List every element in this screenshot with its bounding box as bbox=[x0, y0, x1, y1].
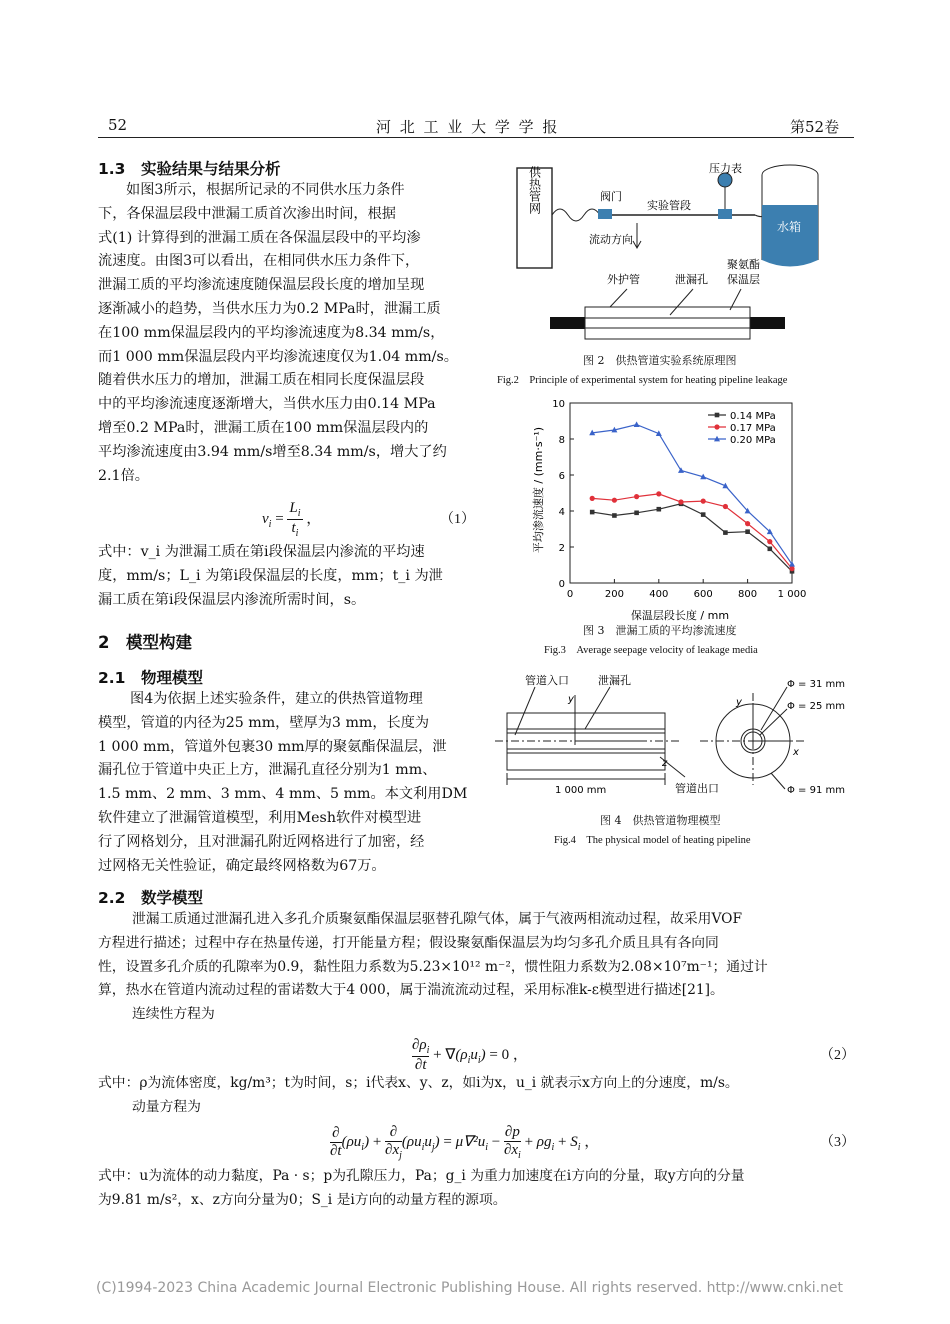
x-tick-label: 200 bbox=[604, 589, 624, 600]
d31-label: Φ = 31 mm bbox=[787, 679, 845, 690]
figure-4-diagram bbox=[495, 665, 855, 810]
copyright-footer: (C)1994-2023 China Academic Journal Electronic Publishing House. All rights reserved. http://www.cnki.net bbox=[96, 1280, 844, 1296]
data-point bbox=[789, 566, 794, 571]
text-line: 漏工质在第i段保温层内渗流所需时间，s。 bbox=[98, 591, 366, 608]
text-line: 软件建立了泄漏管道模型，利用Mesh软件对模型进 bbox=[98, 809, 422, 826]
legend-label: 0.17 MPa bbox=[730, 423, 776, 434]
text-line: 图4为依据上述实验条件，建立的供热管道物理 bbox=[130, 691, 423, 707]
page-number: 52 bbox=[108, 116, 128, 134]
x-tick-label: 1 000 bbox=[777, 589, 807, 600]
network-label: 供热管网 bbox=[527, 166, 542, 214]
y-tick-label: 0 bbox=[558, 579, 565, 590]
section-2-2-body bbox=[98, 908, 854, 1027]
text-line: 方程进行描述；过程中存在热量传递，打开能量方程；假设聚氨酯保温层为均匀多孔介质且具有各向同 bbox=[98, 934, 719, 951]
text-line: 在100 mm保温层段内的平均渗流速度为8.34 mm/s， bbox=[98, 324, 445, 341]
data-point bbox=[634, 494, 639, 499]
section-2-title: 2 模型构建 bbox=[98, 633, 192, 652]
equation-1-number: （1） bbox=[440, 512, 475, 527]
length-label: 1 000 mm bbox=[555, 785, 607, 796]
text-line: 行了网格划分，且对泄漏孔附近网格进行了加密，经 bbox=[98, 833, 425, 850]
data-point bbox=[612, 498, 617, 503]
data-point bbox=[701, 499, 706, 504]
text-line: 式中：ρ为流体密度，kg/m³；t为时间，s；i代表x、y、z，如i为x，u_i 就表示x方向上的分速度，m/s。 bbox=[98, 1075, 739, 1091]
insulation-body bbox=[585, 307, 750, 339]
data-point bbox=[701, 512, 706, 517]
text-line: 1.5 mm、2 mm、3 mm、4 mm、5 mm。本文利用DM bbox=[98, 786, 468, 803]
text-line: 2.1倍。 bbox=[98, 467, 149, 484]
text-line: 式(1) 计算得到的泄漏工质在各保温层段中的平均渗 bbox=[98, 229, 421, 246]
water-icon bbox=[762, 205, 818, 267]
text-line: 泄漏工质通过泄漏孔进入多孔介质聚氨酯保温层驱替孔隙气体，属于气液两相流动过程，故采用VOF bbox=[132, 911, 743, 927]
text-line: 如图3所示，根据所记录的不同供水压力条件 bbox=[126, 182, 405, 198]
x-axis-label: 保温层段长度 / mm bbox=[630, 609, 730, 622]
volume: 第52卷 bbox=[790, 118, 840, 136]
data-point bbox=[634, 421, 640, 427]
section-1-3-body bbox=[98, 179, 473, 488]
text-line: 1 000 mm，管道外包裹30 mm厚的聚氨酯保温层，泄 bbox=[98, 738, 447, 755]
text-line: 漏孔位于管道中央正上方，泄漏孔直径分别为1 mm、 bbox=[98, 762, 437, 779]
y-tick-label: 4 bbox=[558, 507, 565, 518]
text-line: 而1 000 mm保温层段内平均渗流速度仅为1.04 mm/s。 bbox=[98, 348, 458, 365]
pipe-end-left bbox=[550, 317, 585, 329]
series-line-1 bbox=[592, 494, 792, 569]
text-line: 下，各保温层段中泄漏工质首次渗出时间，根据 bbox=[98, 205, 396, 222]
eq1-tail: ， bbox=[306, 510, 322, 527]
data-point bbox=[678, 499, 683, 504]
gauge-label: 压力表 bbox=[709, 162, 742, 175]
equation-1: $v_i$ = $\frac{L_i}{t_i}$ ， bbox=[262, 500, 322, 539]
y-tick-label: 2 bbox=[558, 543, 565, 554]
equation-3: ∂ ∂t $(\rho u_i)$ + ∂ $\partial x_j$ $(\rho u_iu_j) = \mu\nabla^2u_i$ − $\frac{\partial p}{\partial x_i}$ + $\rho g_i + S_i$ ， bbox=[330, 1124, 600, 1161]
x-tick-label: 600 bbox=[693, 589, 713, 600]
outer-label: 外护管 bbox=[607, 273, 640, 286]
journal-title: 河 北 工 业 大 学 学 报 bbox=[376, 118, 560, 136]
x-tick-label: 0 bbox=[566, 589, 574, 600]
test-pipe-label: 实验管段 bbox=[647, 199, 691, 212]
legend-label: 0.14 MPa bbox=[730, 411, 776, 422]
valve-icon bbox=[598, 209, 612, 219]
equation-3-number: （3） bbox=[820, 1135, 855, 1150]
section-2-2-title: 2.2 数学模型 bbox=[98, 889, 203, 907]
data-point bbox=[723, 530, 728, 535]
y-tick-label: 10 bbox=[552, 399, 565, 410]
text-line: 度，mm/s；L_i 为第i段保温层的长度，mm；t_i 为泄 bbox=[98, 567, 443, 584]
equation-2-number: （2） bbox=[820, 1048, 855, 1063]
text-line: 模型，管道的内径为25 mm，壁厚为3 mm，长度为 bbox=[98, 714, 430, 731]
y-tick-label: 8 bbox=[558, 435, 565, 446]
data-point bbox=[745, 529, 750, 534]
section-1-3-title: 1.3 实验结果与结果分析 bbox=[98, 160, 281, 178]
legend-label: 0.20 MPa bbox=[730, 435, 776, 446]
text-line: 过网格无关性验证，确定最终网格数为67万。 bbox=[98, 857, 386, 874]
data-point bbox=[590, 510, 595, 515]
outer-arrow bbox=[610, 289, 627, 307]
text-line: 增至0.2 MPa时，泄漏工质在100 mm保温层段内的 bbox=[98, 419, 429, 436]
text-line: 逐渐减小的趋势，当供水压力为0.2 MPa时，泄漏工质 bbox=[98, 300, 441, 317]
equation-2: $\frac{\partial\rho_i}{\partial t}$ + $\nabla(\rho_iu_i) = 0$ ， bbox=[412, 1037, 528, 1073]
d91-arrow bbox=[771, 773, 785, 789]
inlet-label: 管道入口 bbox=[525, 674, 569, 687]
text-line: 式中：u为流体的动力黏度，Pa · s；p为孔隙压力，Pa；g_i 为重力加速度在i方向的分量，取y方向的分量 bbox=[98, 1168, 745, 1184]
pipe-end-right bbox=[750, 317, 785, 329]
data-point bbox=[768, 547, 773, 552]
data-point bbox=[590, 496, 595, 501]
text-line: 连续性方程为 bbox=[132, 1006, 215, 1023]
x-label: x bbox=[793, 747, 799, 758]
fig2-caption-en: Fig.2 Principle of experimental system for heating pipeline leakage bbox=[497, 375, 788, 386]
text-line: 算，热水在管道内流动过程的雷诺数大于4 000，属于湍流流动过程，采用标准k-ε模型进行描述[21]。 bbox=[98, 982, 724, 999]
d91-label: Φ = 91 mm bbox=[787, 785, 845, 796]
eq1-den: t bbox=[291, 520, 296, 536]
tank-label: 水箱 bbox=[777, 220, 802, 234]
valve-label: 阀门 bbox=[600, 190, 622, 203]
series-line-0 bbox=[592, 504, 792, 572]
eq1-sub: i bbox=[268, 518, 272, 530]
insul-label-1: 聚氨酯 bbox=[727, 258, 760, 271]
hose bbox=[552, 209, 600, 221]
data-point bbox=[745, 521, 750, 526]
text-line: 性，设置多孔介质的孔隙率为0.9，黏性阻力系数为5.23×10¹² m⁻²，惯性阻力系数为2.08×10⁷m⁻¹；通过计 bbox=[98, 958, 768, 975]
z-label: z bbox=[662, 758, 668, 769]
y-label-left: y bbox=[568, 694, 574, 705]
x-tick-label: 400 bbox=[649, 589, 669, 600]
eq1-num: L bbox=[289, 500, 298, 516]
y-axis-label: 平均渗流速度 / (mm·s⁻¹) bbox=[532, 426, 545, 554]
flow-dir-label: 流动方向 bbox=[589, 233, 633, 246]
x-tick-label: 800 bbox=[738, 589, 758, 600]
legend-marker bbox=[715, 413, 720, 418]
text-line: 平均渗流速度由3.94 mm/s增至8.34 mm/s，增大了约 bbox=[98, 443, 447, 460]
header-rule bbox=[98, 137, 854, 138]
text-line: 流速度。由图3可以看出，在相同供水压力条件下， bbox=[98, 253, 420, 270]
eq1-where bbox=[98, 541, 476, 612]
insul-label-2: 保温层 bbox=[727, 273, 760, 286]
text-line: 为9.81 m/s²，x、z方向分量为0；S_i 是i方向的动量方程的源项。 bbox=[98, 1191, 507, 1208]
chart-legend bbox=[708, 411, 776, 446]
data-point bbox=[656, 491, 661, 496]
leak-label: 泄漏孔 bbox=[598, 674, 631, 687]
fig3-caption-cn: 图 3 泄漏工质的平均渗流速度 bbox=[583, 624, 737, 637]
fig2-caption-cn: 图 2 供热管道实验系统原理图 bbox=[583, 354, 737, 367]
d25-label: Φ = 25 mm bbox=[787, 701, 845, 712]
data-point bbox=[723, 504, 728, 509]
fig3-caption-en: Fig.3 Average seepage velocity of leakage media bbox=[544, 645, 758, 656]
figure-3-chart bbox=[520, 395, 820, 623]
y-tick-label: 6 bbox=[558, 471, 565, 482]
data-point bbox=[767, 539, 772, 544]
text-line: 随着供水压力的增加，泄漏工质在相同长度保温层段 bbox=[98, 372, 425, 389]
section-2-1-body bbox=[98, 688, 474, 878]
outlet-label: 管道出口 bbox=[675, 782, 719, 795]
data-point bbox=[657, 507, 662, 512]
y-label-right: y bbox=[736, 697, 742, 708]
pressure-gauge-icon bbox=[718, 173, 732, 187]
fig4-caption-en: Fig.4 The physical model of heating pipeline bbox=[554, 835, 751, 846]
fig4-caption-cn: 图 4 供热管道物理模型 bbox=[600, 814, 721, 827]
text-line: 中的平均渗流速度逐渐增大，当供水压力由0.14 MPa bbox=[98, 396, 436, 413]
text-line: 式中：v_i 为泄漏工质在第i段保温层内渗流的平均速 bbox=[98, 544, 425, 560]
legend-marker bbox=[714, 424, 719, 429]
eq3-where bbox=[98, 1165, 854, 1213]
text-line: 动量方程为 bbox=[132, 1098, 201, 1115]
data-point bbox=[634, 511, 639, 516]
leak-label: 泄漏孔 bbox=[675, 273, 708, 286]
eq2-where bbox=[98, 1072, 854, 1120]
gauge-valve-icon bbox=[718, 209, 732, 219]
data-point bbox=[612, 513, 617, 518]
text-line: 泄漏工质的平均渗流速度随保温层段长度的增加呈现 bbox=[98, 277, 425, 294]
eq1-v: v bbox=[262, 510, 269, 527]
section-2-1-title: 2.1 物理模型 bbox=[98, 669, 203, 687]
